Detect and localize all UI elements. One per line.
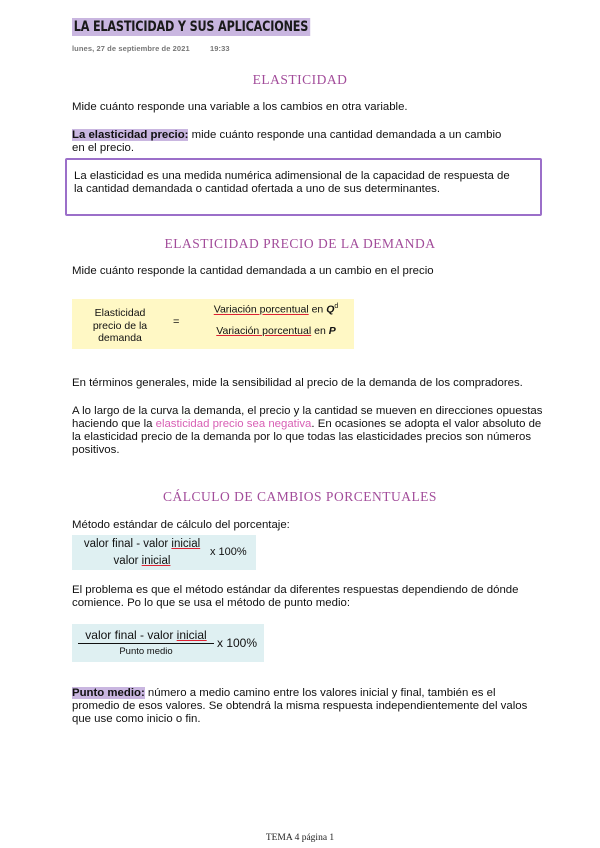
text: promedio de esos valores. Se obtendrá la misma respuesta independientemente del valos xyxy=(72,700,528,712)
variable: P xyxy=(328,325,336,337)
text: que use como inicio o fin. xyxy=(72,713,201,725)
text: . En ocasiones se adopta el valor absoluto de xyxy=(311,418,542,430)
text: valor final - valor xyxy=(83,538,172,550)
formula-numerator xyxy=(78,628,214,642)
paragraph: Mide cuánto responde una variable a los cambios en otra variable. xyxy=(72,101,408,113)
highlighted-term: Punto medio: xyxy=(72,687,145,699)
paragraph xyxy=(72,584,547,610)
text: en el precio. xyxy=(72,142,135,154)
formula-multiplier: x 100% xyxy=(210,546,247,558)
highlighted-term: La elasticidad precio: xyxy=(72,129,189,141)
text: mide cuánto responde una cantidad demandada a un cambio xyxy=(188,129,502,141)
paragraph-elasticidad-precio xyxy=(72,129,547,155)
heading-calculo: CÁLCULO DE CAMBIOS PORCENTUALES xyxy=(163,489,437,504)
formula-left xyxy=(80,307,160,345)
text: valor final - valor xyxy=(85,628,177,642)
text: inicial xyxy=(176,628,207,642)
text: precio de la xyxy=(92,319,148,332)
text: La elasticidad es una medida numérica adimensional de la capacidad de respuesta de xyxy=(74,170,510,182)
formula-denominator xyxy=(78,555,206,567)
superscript: d xyxy=(334,303,339,310)
formula-numerator xyxy=(200,303,352,316)
text: valor xyxy=(113,555,142,567)
formula-denominator: Punto medio xyxy=(119,646,173,657)
text: El problema es que el método estándar da diferentes respuestas dependiendo de dónde xyxy=(72,584,519,596)
paragraph: Método estándar de cálculo del porcentaje: xyxy=(72,519,290,531)
text: en xyxy=(311,325,329,337)
text: positivos. xyxy=(72,444,120,456)
text: número a medio camino entre los valores inicial y final, también es el xyxy=(144,687,496,699)
text: demanda xyxy=(98,332,142,344)
text: inicial xyxy=(171,538,201,550)
paragraph: Mide cuánto responde la cantidad demandada a un cambio en el precio xyxy=(72,265,434,277)
text: la cantidad demandada o cantidad ofertada a uno de sus determinantes. xyxy=(74,183,441,195)
page-meta xyxy=(72,44,248,53)
text: haciendo que la xyxy=(72,418,156,430)
formula-multiplier: x 100% xyxy=(217,636,258,650)
formula-numerator xyxy=(78,538,206,550)
heading-elasticidad-precio-demanda: ELASTICIDAD PRECIO DE LA DEMANDA xyxy=(164,236,436,251)
page-date: lunes, 27 de septiembre de 2021 xyxy=(72,44,190,53)
paragraph-punto-medio xyxy=(72,687,547,726)
text: en xyxy=(308,303,327,316)
page-title: LA ELASTICIDAD Y SUS APLICACIONES xyxy=(73,19,309,35)
text: Variación porcentual xyxy=(213,303,309,316)
text: Elasticidad xyxy=(94,307,146,319)
highlighted-text: elasticidad precio sea negativa xyxy=(155,418,312,430)
text: la elasticidad precio de la demanda por lo que todas las elasticidades precios son números xyxy=(72,431,532,443)
paragraph: En términos generales, mide la sensibilidad al precio de la demanda de los compradores. xyxy=(72,377,523,389)
text: Variación porcentual xyxy=(216,325,312,337)
page-time: 19:33 xyxy=(209,44,230,53)
paragraph xyxy=(72,405,547,457)
text: comience. Po lo que se usa el método de punto medio: xyxy=(72,597,350,609)
text: inicial xyxy=(141,555,171,567)
fraction-line xyxy=(78,643,214,644)
page-footer: TEMA 4 página 1 xyxy=(265,833,335,843)
formula-equals: = xyxy=(173,316,180,328)
heading-elasticidad: ELASTICIDAD xyxy=(252,72,348,87)
text: A lo largo de la curva la demanda, el precio y la cantidad se mueven en direcciones opuestas xyxy=(72,405,543,417)
formula-denominator xyxy=(200,325,352,337)
definition-text xyxy=(74,170,544,196)
variable: Q xyxy=(326,303,335,316)
